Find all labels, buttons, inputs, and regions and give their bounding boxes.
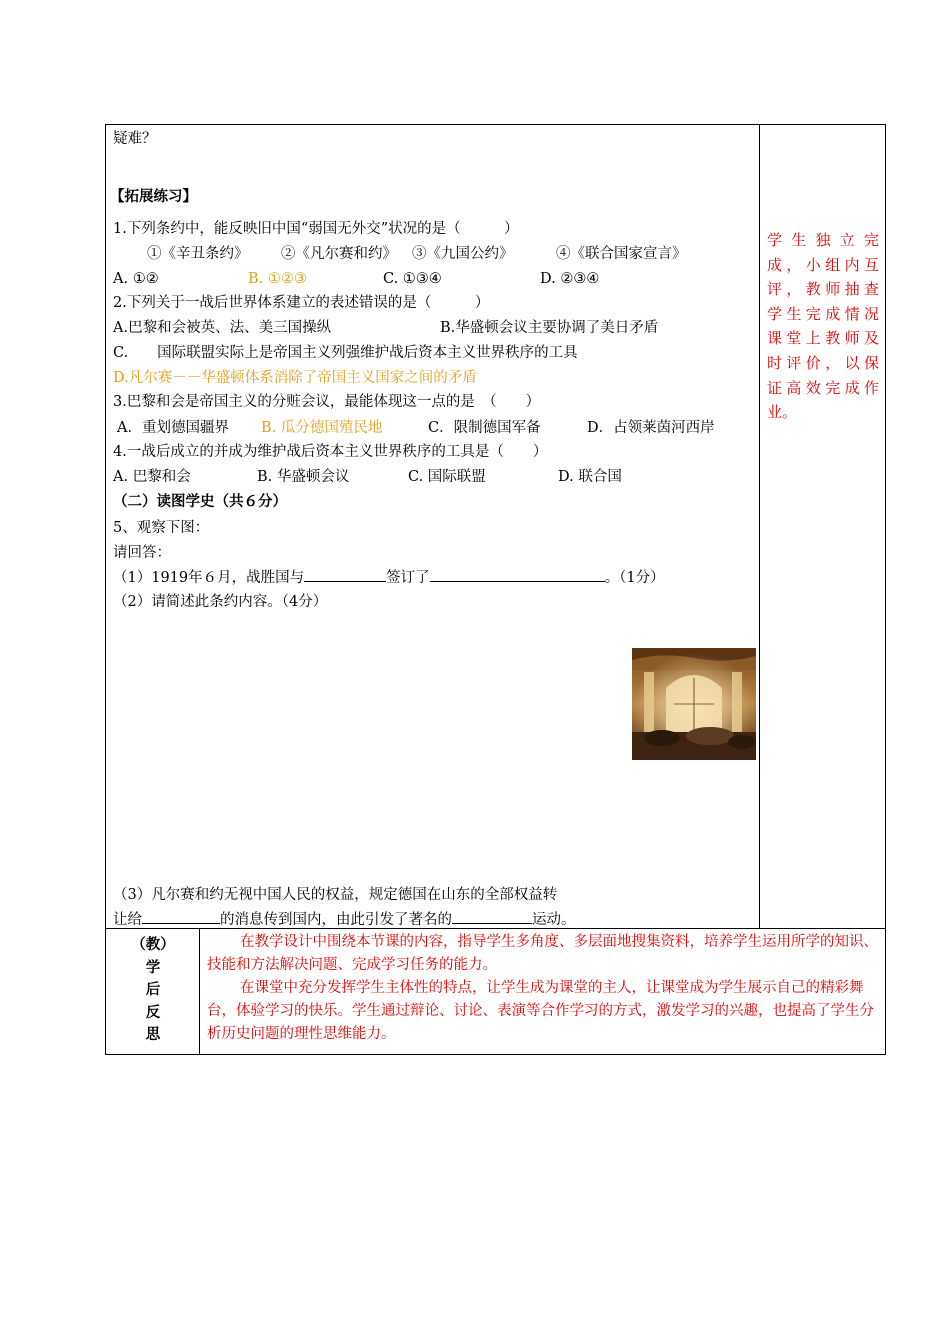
answer-blank[interactable]	[430, 567, 605, 582]
question-3-option: D．占领莱茵河西岸	[587, 420, 715, 436]
subquestion-3-line-2	[113, 909, 576, 930]
teacher-note-line: 学生独立完	[767, 231, 879, 249]
photo-illustration	[632, 648, 756, 760]
teacher-note-line: 学生完成情况	[767, 304, 879, 323]
question-1-item: ①《辛丑条约》	[147, 246, 249, 262]
question-2-option-d-answer: D.凡尔赛－－华盛顿体系消除了帝国主义国家之间的矛盾	[113, 370, 477, 386]
answer-blank[interactable]	[304, 567, 386, 582]
table-border-top	[105, 124, 886, 125]
question-1-item: ③《九国公约》	[412, 246, 514, 262]
teacher-note-line: 时评价，以保	[767, 353, 879, 372]
table-border-left	[105, 124, 106, 1055]
question-4-stem: 4.一战后成立的并成为维护战后资本主义世界秩序的工具是（ ）	[113, 444, 548, 460]
subquestion-3-part-b: 的消息传到国内，由此引发了著名的	[220, 912, 452, 928]
answer-prompt: 请回答：	[113, 545, 171, 561]
reflection-paragraph-2: 在课堂中充分发挥学生主体性的特点，让学生成为课堂的主人，让课堂成为学生展示自己的精彩舞台，体验学习的快乐。学生通过辩论、讨论、表演等合作学习的方式，激发学习的兴趣，也提高了学生分析历史问题的理性思维能力。	[207, 980, 874, 1042]
subquestion-1	[113, 567, 665, 588]
question-2-option-b: B.华盛顿会议主要协调了美日矛盾	[440, 320, 659, 336]
question-3-option: A．重划德国疆界	[117, 420, 229, 436]
question-1-option: C. ①③④	[383, 271, 442, 287]
subquestion-1-part-b: 签订了	[386, 570, 430, 586]
reflection-label-divider	[199, 928, 200, 1055]
question-1-stem: 1.下列条约中，能反映旧中国“弱国无外交”状况的是（ ）	[113, 221, 519, 237]
teacher-note-line: 评，教师抽查	[767, 280, 879, 299]
question-4-option: C. 国际联盟	[408, 469, 486, 485]
reflection-label-line: 反	[145, 1003, 161, 1021]
versailles-hall-photo	[632, 648, 756, 760]
question-4-option: D. 联合国	[558, 469, 622, 485]
reflection-paragraph-1: 在教学设计中围绕本节课的内容，指导学生多角度、多层面地搜集资料，培养学生运用所学的知识、技能和方法解决问题、完成学习任务的能力。	[207, 934, 878, 973]
question-3-option: C．限制德国军备	[428, 420, 541, 436]
reflection-label-line: 学	[145, 958, 161, 976]
question-1-option: A. ①②	[113, 271, 159, 287]
teacher-note	[767, 228, 879, 425]
question-3-option-answer: B. 瓜分德国殖民地	[261, 420, 383, 436]
teacher-note-line: 业。	[767, 403, 798, 422]
reflection-label-line: （教）	[131, 936, 175, 953]
question-1-item: ②《凡尔赛和约》	[281, 246, 397, 262]
answer-blank[interactable]	[452, 909, 532, 924]
question-2-stem: 2.下列关于一战后世界体系建立的表述错误的是（ ）	[113, 295, 490, 311]
question-4-option: B. 华盛顿会议	[257, 469, 350, 485]
teacher-note-line: 成，小组内互	[767, 255, 879, 274]
subquestion-1-part-a: （1）1919年６月，战胜国与	[113, 570, 305, 586]
question-1-option-answer: B. ①②③	[248, 271, 307, 287]
table-border-right	[885, 124, 886, 1055]
top-fragment: 疑难？	[113, 131, 157, 147]
question-5-stem: 5、观察下图：	[113, 520, 210, 536]
question-1-option: D. ②③④	[540, 271, 600, 287]
part-2-title: （二）读图学史（共６分）	[113, 493, 287, 510]
teacher-note-line: 证高效完成作	[767, 378, 879, 397]
reflection-label-line: 后	[145, 981, 161, 998]
subquestion-2: （2）请简述此条约内容。（4分）	[113, 594, 328, 610]
teacher-note-line: 课堂上教师及	[767, 329, 879, 348]
subquestion-3-part-c: 运动。	[532, 912, 576, 928]
question-3-stem: 3.巴黎和会是帝国主义的分赃会议，最能体现这一点的是 （ ）	[113, 394, 541, 410]
question-1-item: ④《联合国家宣言》	[556, 246, 687, 262]
reflection-label	[108, 934, 198, 1047]
question-2-option-c: C. 国际联盟实际上是帝国主义列强维护战后资本主义世界秩序的工具	[113, 345, 578, 361]
table-border-bottom	[105, 1054, 886, 1055]
subquestion-3-line-1: （3）凡尔赛和约无视中国人民的权益，规定德国在山东的全部权益转	[113, 887, 558, 903]
section-title: 【拓展练习】	[110, 188, 197, 205]
answer-blank[interactable]	[142, 909, 220, 924]
subquestion-3-part-a: 让给	[113, 912, 142, 928]
reflection-label-line: 思	[145, 1026, 161, 1043]
question-4-option: A. 巴黎和会	[113, 469, 191, 485]
question-2-option-a: A.巴黎和会被英、法、美三国操纵	[113, 320, 332, 336]
column-divider	[759, 124, 760, 929]
subquestion-1-part-c: 。（1分）	[604, 570, 665, 586]
